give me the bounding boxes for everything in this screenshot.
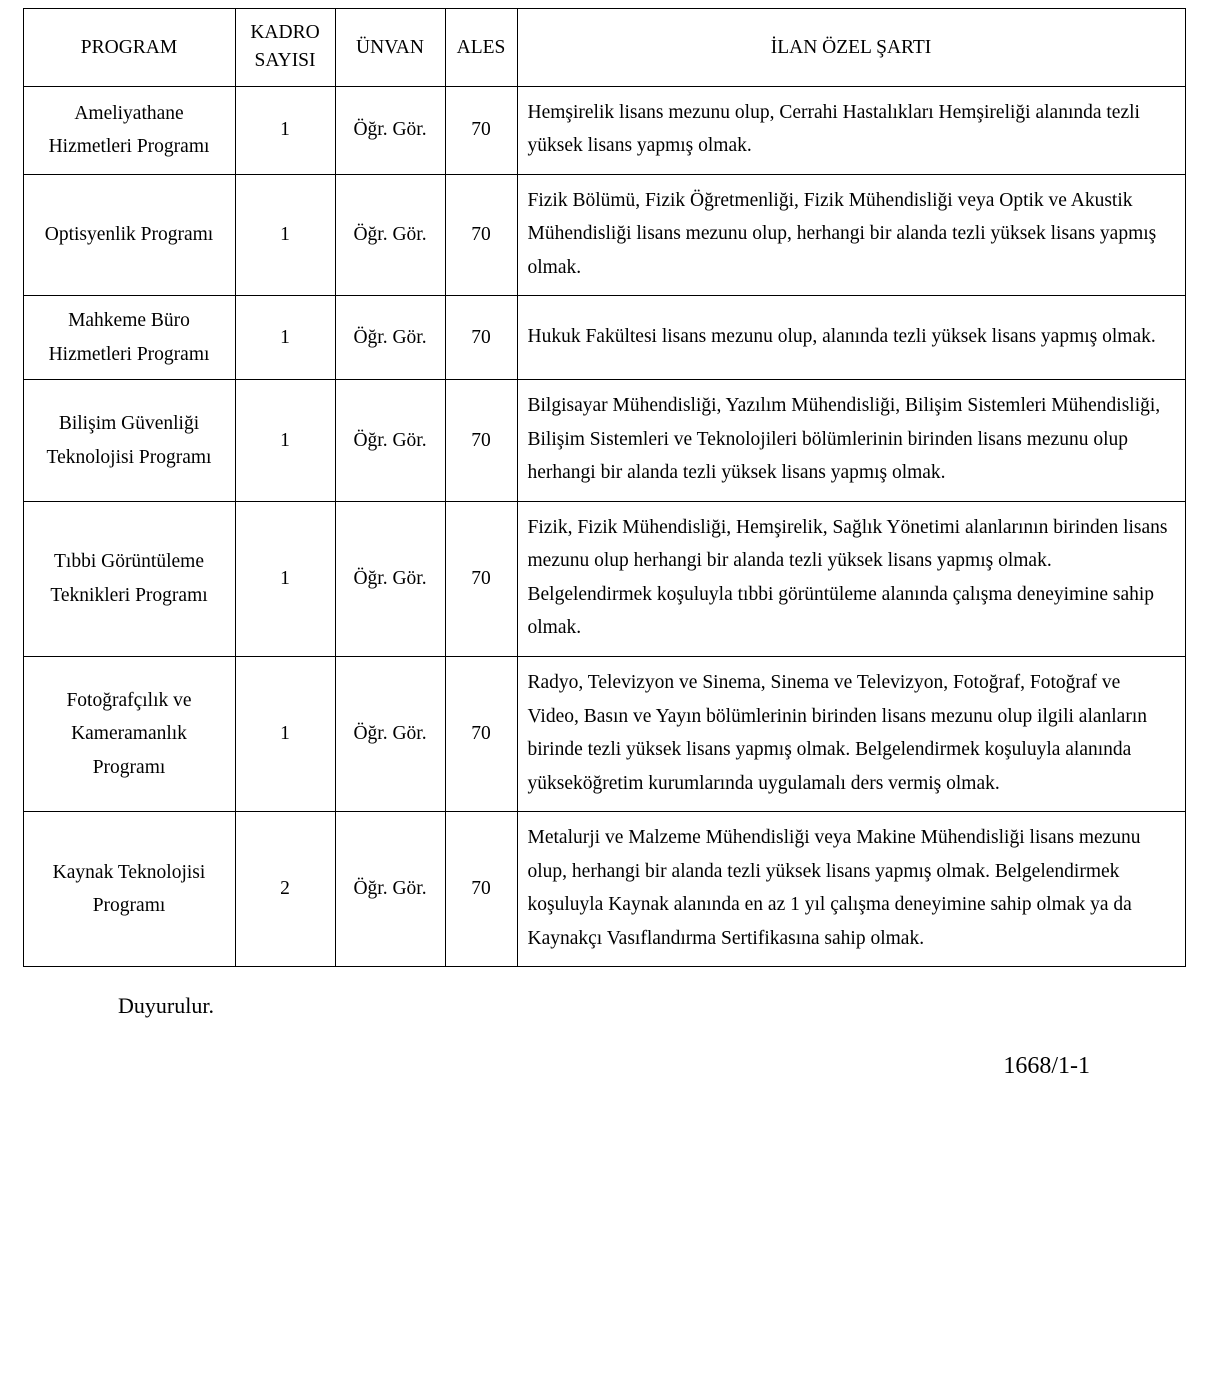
document-number: 1668/1-1 bbox=[1003, 1053, 1090, 1080]
cell-ilan-ozel-sarti: Fizik, Fizik Mühendisliği, Hemşirelik, Sağlık Yönetimi alanlarının birinden lisans mezunu olup herhangi bir alanda tezli yüksek lisans yapmış olmak. Belgelendirmek koşuluyla tıbbi görüntüleme alanında çalışma deneyimine sahip olmak. bbox=[517, 501, 1185, 656]
cell-ilan-ozel-sarti: Bilgisayar Mühendisliği, Yazılım Mühendisliği, Bilişim Sistemleri Mühendisliği, Bilişim Sistemleri ve Teknolojileri bölümlerinin birinden lisans mezunu olup herhangi bir alanda tezli yüksek lisans yapmış olmak. bbox=[517, 380, 1185, 502]
cell-program: Bilişim Güvenliği Teknolojisi Programı bbox=[23, 380, 235, 502]
column-header-unvan: ÜNVAN bbox=[335, 9, 445, 87]
cell-ilan-ozel-sarti: Metalurji ve Malzeme Mühendisliği veya Makine Mühendisliği lisans mezunu olup, herhangi bir alanda tezli yüksek lisans yapmış olmak. Belgelendirmek koşuluyla Kaynak alanında en az 1 yıl çalışma deneyimine sahip olmak ya da Kaynakçı Vasıflandırma Sertifikasına sahip olmak. bbox=[517, 812, 1185, 967]
cell-program: Kaynak Teknolojisi Programı bbox=[23, 812, 235, 967]
table-row bbox=[23, 501, 1185, 656]
table-body bbox=[23, 86, 1185, 967]
column-header-ales: ALES bbox=[445, 9, 517, 87]
cell-ilan-ozel-sarti: Radyo, Televizyon ve Sinema, Sinema ve Televizyon, Fotoğraf, Fotoğraf ve Video, Basın ve Yayın bölümlerinin birinden lisans mezunu olup ilgili alanların birinde tezli yüksek lisans yapmış olmak. Belgelendirmek koşuluyla alanında yükseköğretim kurumlarında uygulamalı ders vermiş olmak. bbox=[517, 656, 1185, 811]
cell-ales: 70 bbox=[445, 86, 517, 174]
cell-ilan-ozel-sarti: Hemşirelik lisans mezunu olup, Cerrahi Hastalıkları Hemşireliği alanında tezli yüksek lisans yapmış olmak. bbox=[517, 86, 1185, 174]
kadro-line-2: SAYISI bbox=[254, 50, 316, 72]
table-header bbox=[23, 9, 1185, 87]
cell-kadro: 1 bbox=[235, 380, 335, 502]
column-header-program: PROGRAM bbox=[23, 9, 235, 87]
cell-ales: 70 bbox=[445, 174, 517, 296]
job-listing-table bbox=[23, 8, 1186, 967]
table-header-row bbox=[23, 9, 1185, 87]
cell-unvan: Öğr. Gör. bbox=[335, 656, 445, 811]
cell-kadro: 1 bbox=[235, 174, 335, 296]
cell-unvan: Öğr. Gör. bbox=[335, 380, 445, 502]
cell-ales: 70 bbox=[445, 656, 517, 811]
cell-program: Optisyenlik Programı bbox=[23, 174, 235, 296]
cell-program: Ameliyathane Hizmetleri Programı bbox=[23, 86, 235, 174]
cell-ales: 70 bbox=[445, 296, 517, 380]
cell-ales: 70 bbox=[445, 380, 517, 502]
cell-kadro: 1 bbox=[235, 501, 335, 656]
column-header-ilan-ozel-sarti: İLAN ÖZEL ŞARTI bbox=[517, 9, 1185, 87]
table-row bbox=[23, 812, 1185, 967]
column-header-kadro-sayisi bbox=[235, 9, 335, 87]
cell-unvan: Öğr. Gör. bbox=[335, 296, 445, 380]
table-row bbox=[23, 174, 1185, 296]
table-row bbox=[23, 380, 1185, 502]
cell-kadro: 1 bbox=[235, 86, 335, 174]
cell-kadro: 1 bbox=[235, 656, 335, 811]
table-row bbox=[23, 656, 1185, 811]
announcement-notice: Duyurulur. bbox=[118, 993, 214, 1019]
cell-program: Mahkeme Büro Hizmetleri Programı bbox=[23, 296, 235, 380]
cell-ilan-ozel-sarti: Fizik Bölümü, Fizik Öğretmenliği, Fizik Mühendisliği veya Optik ve Akustik Mühendisliği lisans mezunu olup, herhangi bir alanda tezli yüksek lisans yapmış olmak. bbox=[517, 174, 1185, 296]
cell-unvan: Öğr. Gör. bbox=[335, 86, 445, 174]
cell-ilan-ozel-sarti: Hukuk Fakültesi lisans mezunu olup, alanında tezli yüksek lisans yapmış olmak. bbox=[517, 296, 1185, 380]
cell-unvan: Öğr. Gör. bbox=[335, 812, 445, 967]
cell-ales: 70 bbox=[445, 812, 517, 967]
cell-unvan: Öğr. Gör. bbox=[335, 174, 445, 296]
kadro-line-1: KADRO bbox=[250, 22, 320, 43]
cell-program: Fotoğrafçılık ve Kameramanlık Programı bbox=[23, 656, 235, 811]
table-row bbox=[23, 296, 1185, 380]
cell-unvan: Öğr. Gör. bbox=[335, 501, 445, 656]
cell-ales: 70 bbox=[445, 501, 517, 656]
table-row bbox=[23, 86, 1185, 174]
cell-kadro: 2 bbox=[235, 812, 335, 967]
cell-kadro: 1 bbox=[235, 296, 335, 380]
cell-program: Tıbbi Görüntüleme Teknikleri Programı bbox=[23, 501, 235, 656]
